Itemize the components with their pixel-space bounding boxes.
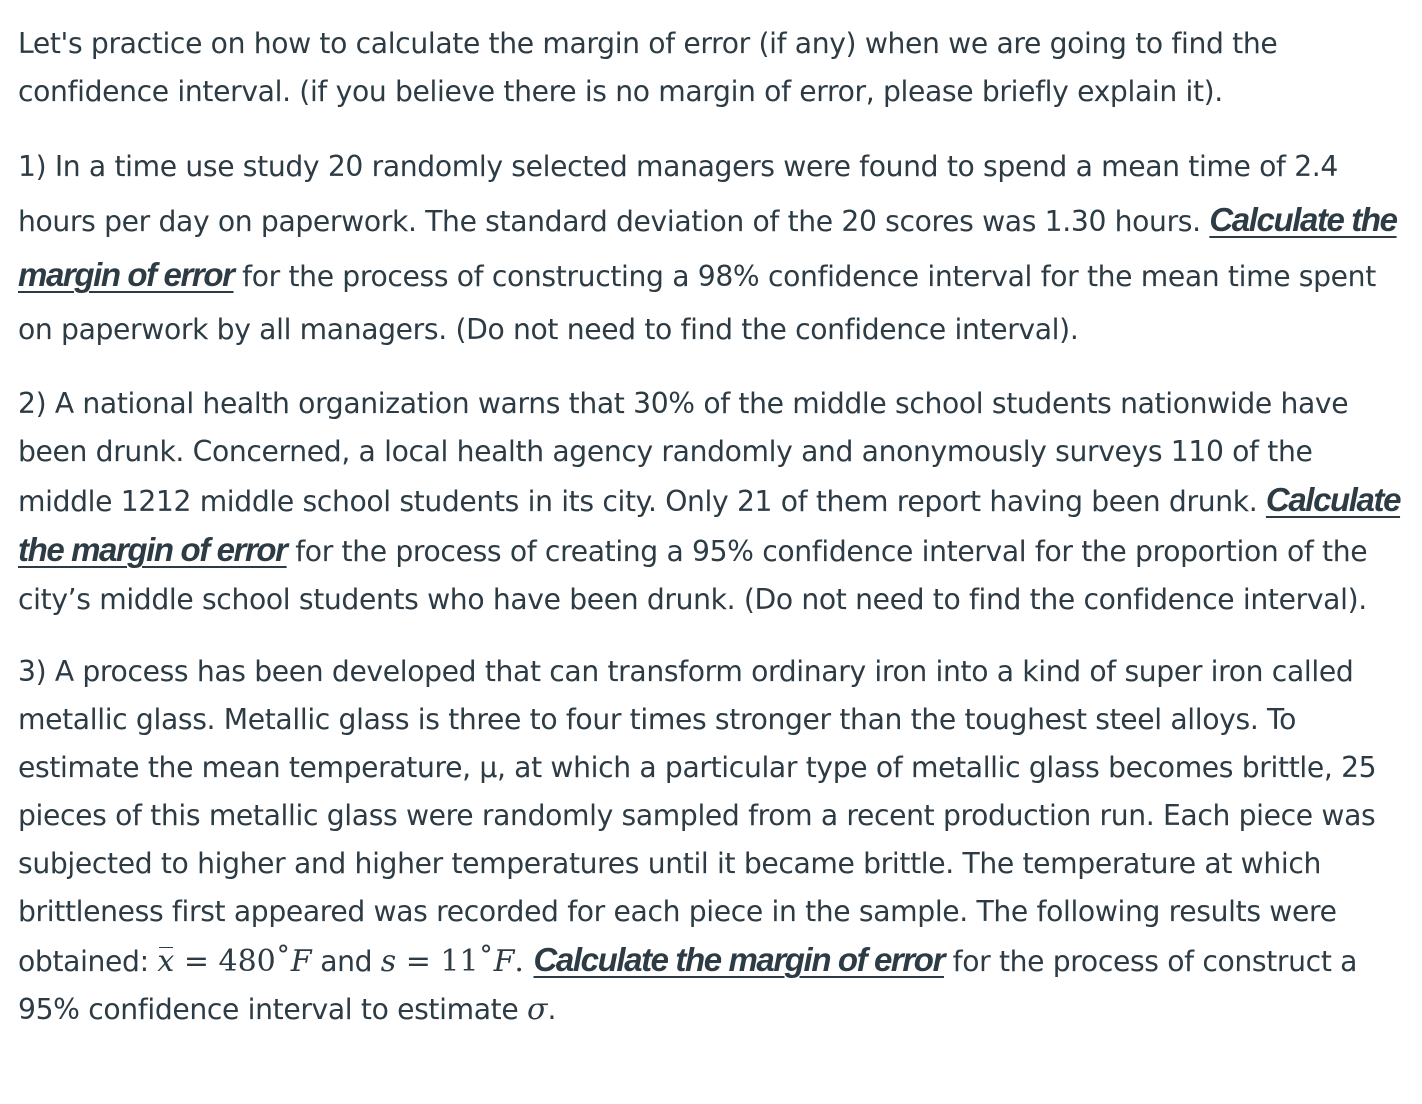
question-1-text-end: for the process of constructing a 98% confidence interval for the mean time spent on paperwork by all managers. (Do not need to find the confidence interval). — [18, 260, 1376, 346]
intro-paragraph: Let's practice on how to calculate the margin of error (if any) when we are going to find the confidence interval. (if you believe there is no margin of error, please briefly explain it). — [18, 27, 1278, 108]
question-3-text: 3) A process has been developed that can transform ordinary iron into a kind of super iron called metallic glass. Metallic glass is three to four times stronger than the toughest steel alloys. To estimate the mean temperature, μ, at which a particular type of metallic glass becomes brittle, 25 pieces of this metallic glass were randomly sampled from a recent production run. Each piece was subjected to higher and higher temperatures until it became brittle. The temperature at which brittleness first appeared was recorded for each piece in the sample. The following results were obtained: — [18, 655, 1377, 978]
question-2-text: 2) A national health organization warns that 30% of the middle school students nationwide have been drunk. Concerned, a local health agency randomly and anonymously surveys 110 of the middle 1212 middle school students in its city. Only 21 of them report having been drunk. — [18, 387, 1349, 518]
sigma-symbol — [527, 992, 547, 1027]
fahrenheit-unit: F — [290, 944, 312, 979]
question-3-period: . — [547, 993, 557, 1026]
question-3-text-end: for the process of construct a 95% confidence interval to estimate — [18, 945, 1358, 1026]
question-1 — [18, 140, 1402, 356]
s-symbol: s — [380, 944, 397, 979]
question-3 — [18, 648, 1402, 1034]
question-2-emphasis: Calculate the margin of error — [18, 481, 1401, 568]
question-content — [18, 20, 1402, 1058]
s-value: = 11˚ — [396, 944, 494, 979]
question-2 — [18, 380, 1402, 624]
question-1-emphasis: Calculate the margin of error — [18, 201, 1397, 293]
and-text: and — [311, 945, 381, 978]
question-2-text-end: for the process of creating a 95% confidence interval for the proportion of the city’s middle school students who have been drunk. (Do not need to find the confidence interval). — [18, 535, 1368, 616]
math-period: . — [514, 944, 534, 979]
question-1-text: 1) In a time use study 20 randomly selected managers were found to spend a mean time of 2.4 hours per day on paperwork. The standard deviation of the 20 scores was 1.30 hours. — [18, 150, 1338, 238]
sample-mean-formula — [157, 944, 311, 979]
xbar-symbol: x — [157, 938, 174, 986]
sigma-glyph: σ — [526, 992, 548, 1027]
fahrenheit-unit-2: F — [493, 944, 515, 979]
sample-sd-formula — [381, 944, 534, 979]
xbar-value: = 480˚ — [174, 944, 291, 979]
question-3-emphasis: Calculate the margin of error — [533, 941, 945, 978]
